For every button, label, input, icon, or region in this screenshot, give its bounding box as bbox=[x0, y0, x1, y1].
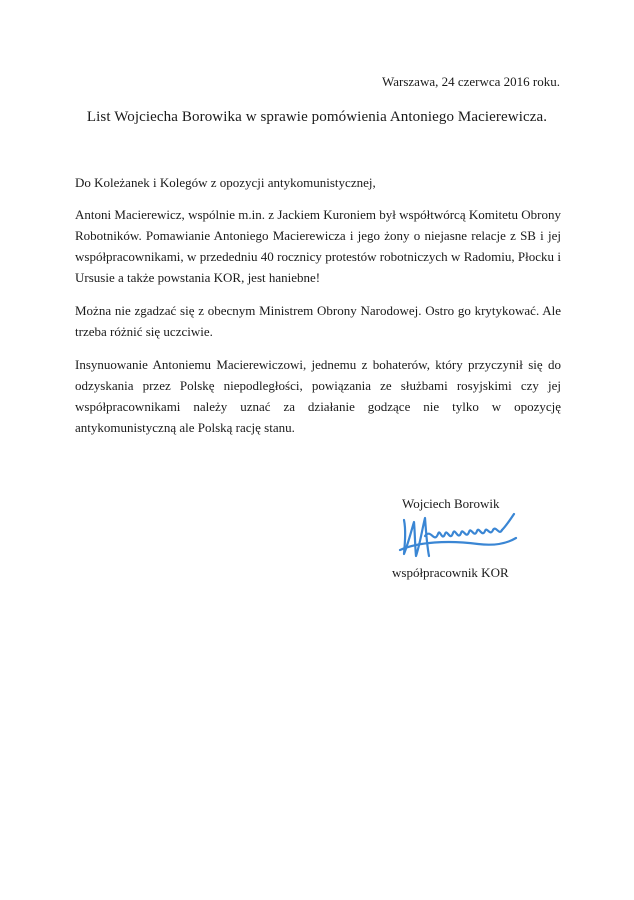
letter-body bbox=[75, 172, 561, 450]
paragraph-1: Antoni Macierewicz, wspólnie m.in. z Jackiem Kuroniem był współtwórcą Komitetu Obrony Robotników. Pomawianie Antoniego Macierewicza i jego żony o niejasne relacje z SB i jej współpracownikami, w przededniu 40 rocznicy protestów robotniczych w Radomiu, Płocku i Ursusie a także powstania KOR, jest haniebne! bbox=[75, 207, 561, 285]
signature-stroke bbox=[502, 514, 514, 530]
handwritten-signature bbox=[398, 506, 520, 562]
signature-stroke bbox=[425, 529, 502, 538]
signatory-role: współpracownik KOR bbox=[392, 565, 509, 580]
paragraph-3: Insynuowanie Antoniemu Macierewiczowi, jednemu z bohaterów, który przyczynił się do odzyskania przez Polskę niepodległości, powiązania ze służbami rosyjskimi czy jej współpracownikami należy uznać za działanie godzące nie tylko w opozycję antykomunistyczną ale Polską rację stanu. bbox=[75, 357, 561, 435]
signatory-name: Wojciech Borowik bbox=[402, 496, 500, 511]
date-line: Warszawa, 24 czerwca 2016 roku. bbox=[382, 74, 560, 89]
greeting: Do Koleżanek i Kolegów z opozycji antykomunistycznej, bbox=[75, 175, 376, 190]
paragraph-2: Można nie zgadzać się z obecnym Ministrem Obrony Narodowej. Ostro go krytykować. Ale trzeba różnić się uczciwie. bbox=[75, 303, 561, 339]
letter-title: List Wojciecha Borowika w sprawie pomówienia Antoniego Macierewicza. bbox=[86, 109, 548, 125]
